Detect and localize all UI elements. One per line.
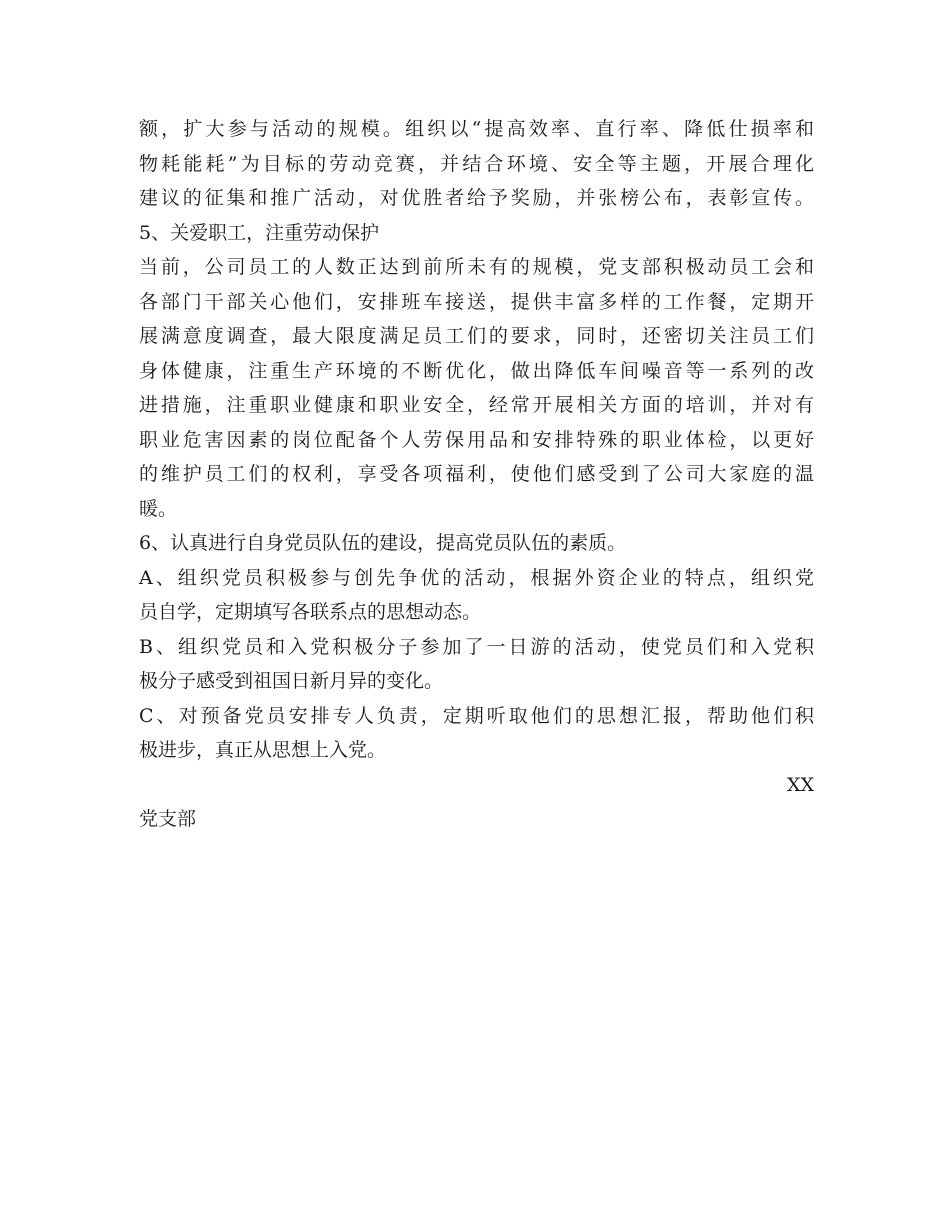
body-text-line: 建议的征集和推广活动，对优胜者给予奖励，并张榜公布，表彰宣传。 <box>139 187 814 209</box>
body-text-line: A、组织党员积极参与创先争优的活动，根据外资企业的特点，组织党 <box>139 566 814 589</box>
body-text-line: 物耗能耗”为目标的劳动竞赛，并结合环境、安全等主题，开展合理化 <box>139 152 814 175</box>
signature-org-name: XX <box>786 773 814 796</box>
body-text-line: 当前，公司员工的人数正达到前所未有的规模，党支部积极动员工会和 <box>139 256 814 278</box>
body-text-line: C、对预备党员安排专人负责，定期听取他们的思想汇报，帮助他们积 <box>139 704 814 727</box>
body-text-line: B、组织党员和入党积极分子参加了一日游的活动，使党员们和入党积 <box>139 635 814 658</box>
body-text-line: 进措施，注重职业健康和职业安全，经常开展相关方面的培训，并对有 <box>139 394 814 416</box>
body-text-line: 的维护员工们的权利，享受各项福利，使他们感受到了公司大家庭的温 <box>139 463 814 485</box>
body-text-line: 员自学，定期填写各联系点的思想动态。 <box>139 601 482 623</box>
body-text-line: 暖。 <box>139 497 178 520</box>
section-heading: 5、关爱职工，注重劳动保护 <box>139 221 380 244</box>
body-text-line: 职业危害因素的岗位配备个人劳保用品和安排特殊的职业体检，以更好 <box>139 428 814 451</box>
document-page <box>139 112 814 837</box>
body-text-line: 展满意度调查，最大限度满足员工们的要求，同时，还密切关注员工们 <box>139 325 814 347</box>
body-text-line: 各部门干部关心他们，安排班车接送，提供丰富多样的工作餐，定期开 <box>139 290 814 313</box>
body-text-line: 极进步，真正从思想上入党。 <box>139 739 387 761</box>
signature-department: 党支部 <box>139 808 197 830</box>
body-text-line: 身体健康，注重生产环境的不断优化，做出降低车间噪音等一系列的改 <box>139 359 814 382</box>
body-text-line: 极分子感受到祖国日新月异的变化。 <box>139 670 444 692</box>
body-text-line: 额，扩大参与活动的规模。组织以“提高效率、直行率、降低仕损率和 <box>139 118 814 140</box>
section-heading: 6、认真进行自身党员队伍的建设，提高党员队伍的素质。 <box>139 532 627 554</box>
